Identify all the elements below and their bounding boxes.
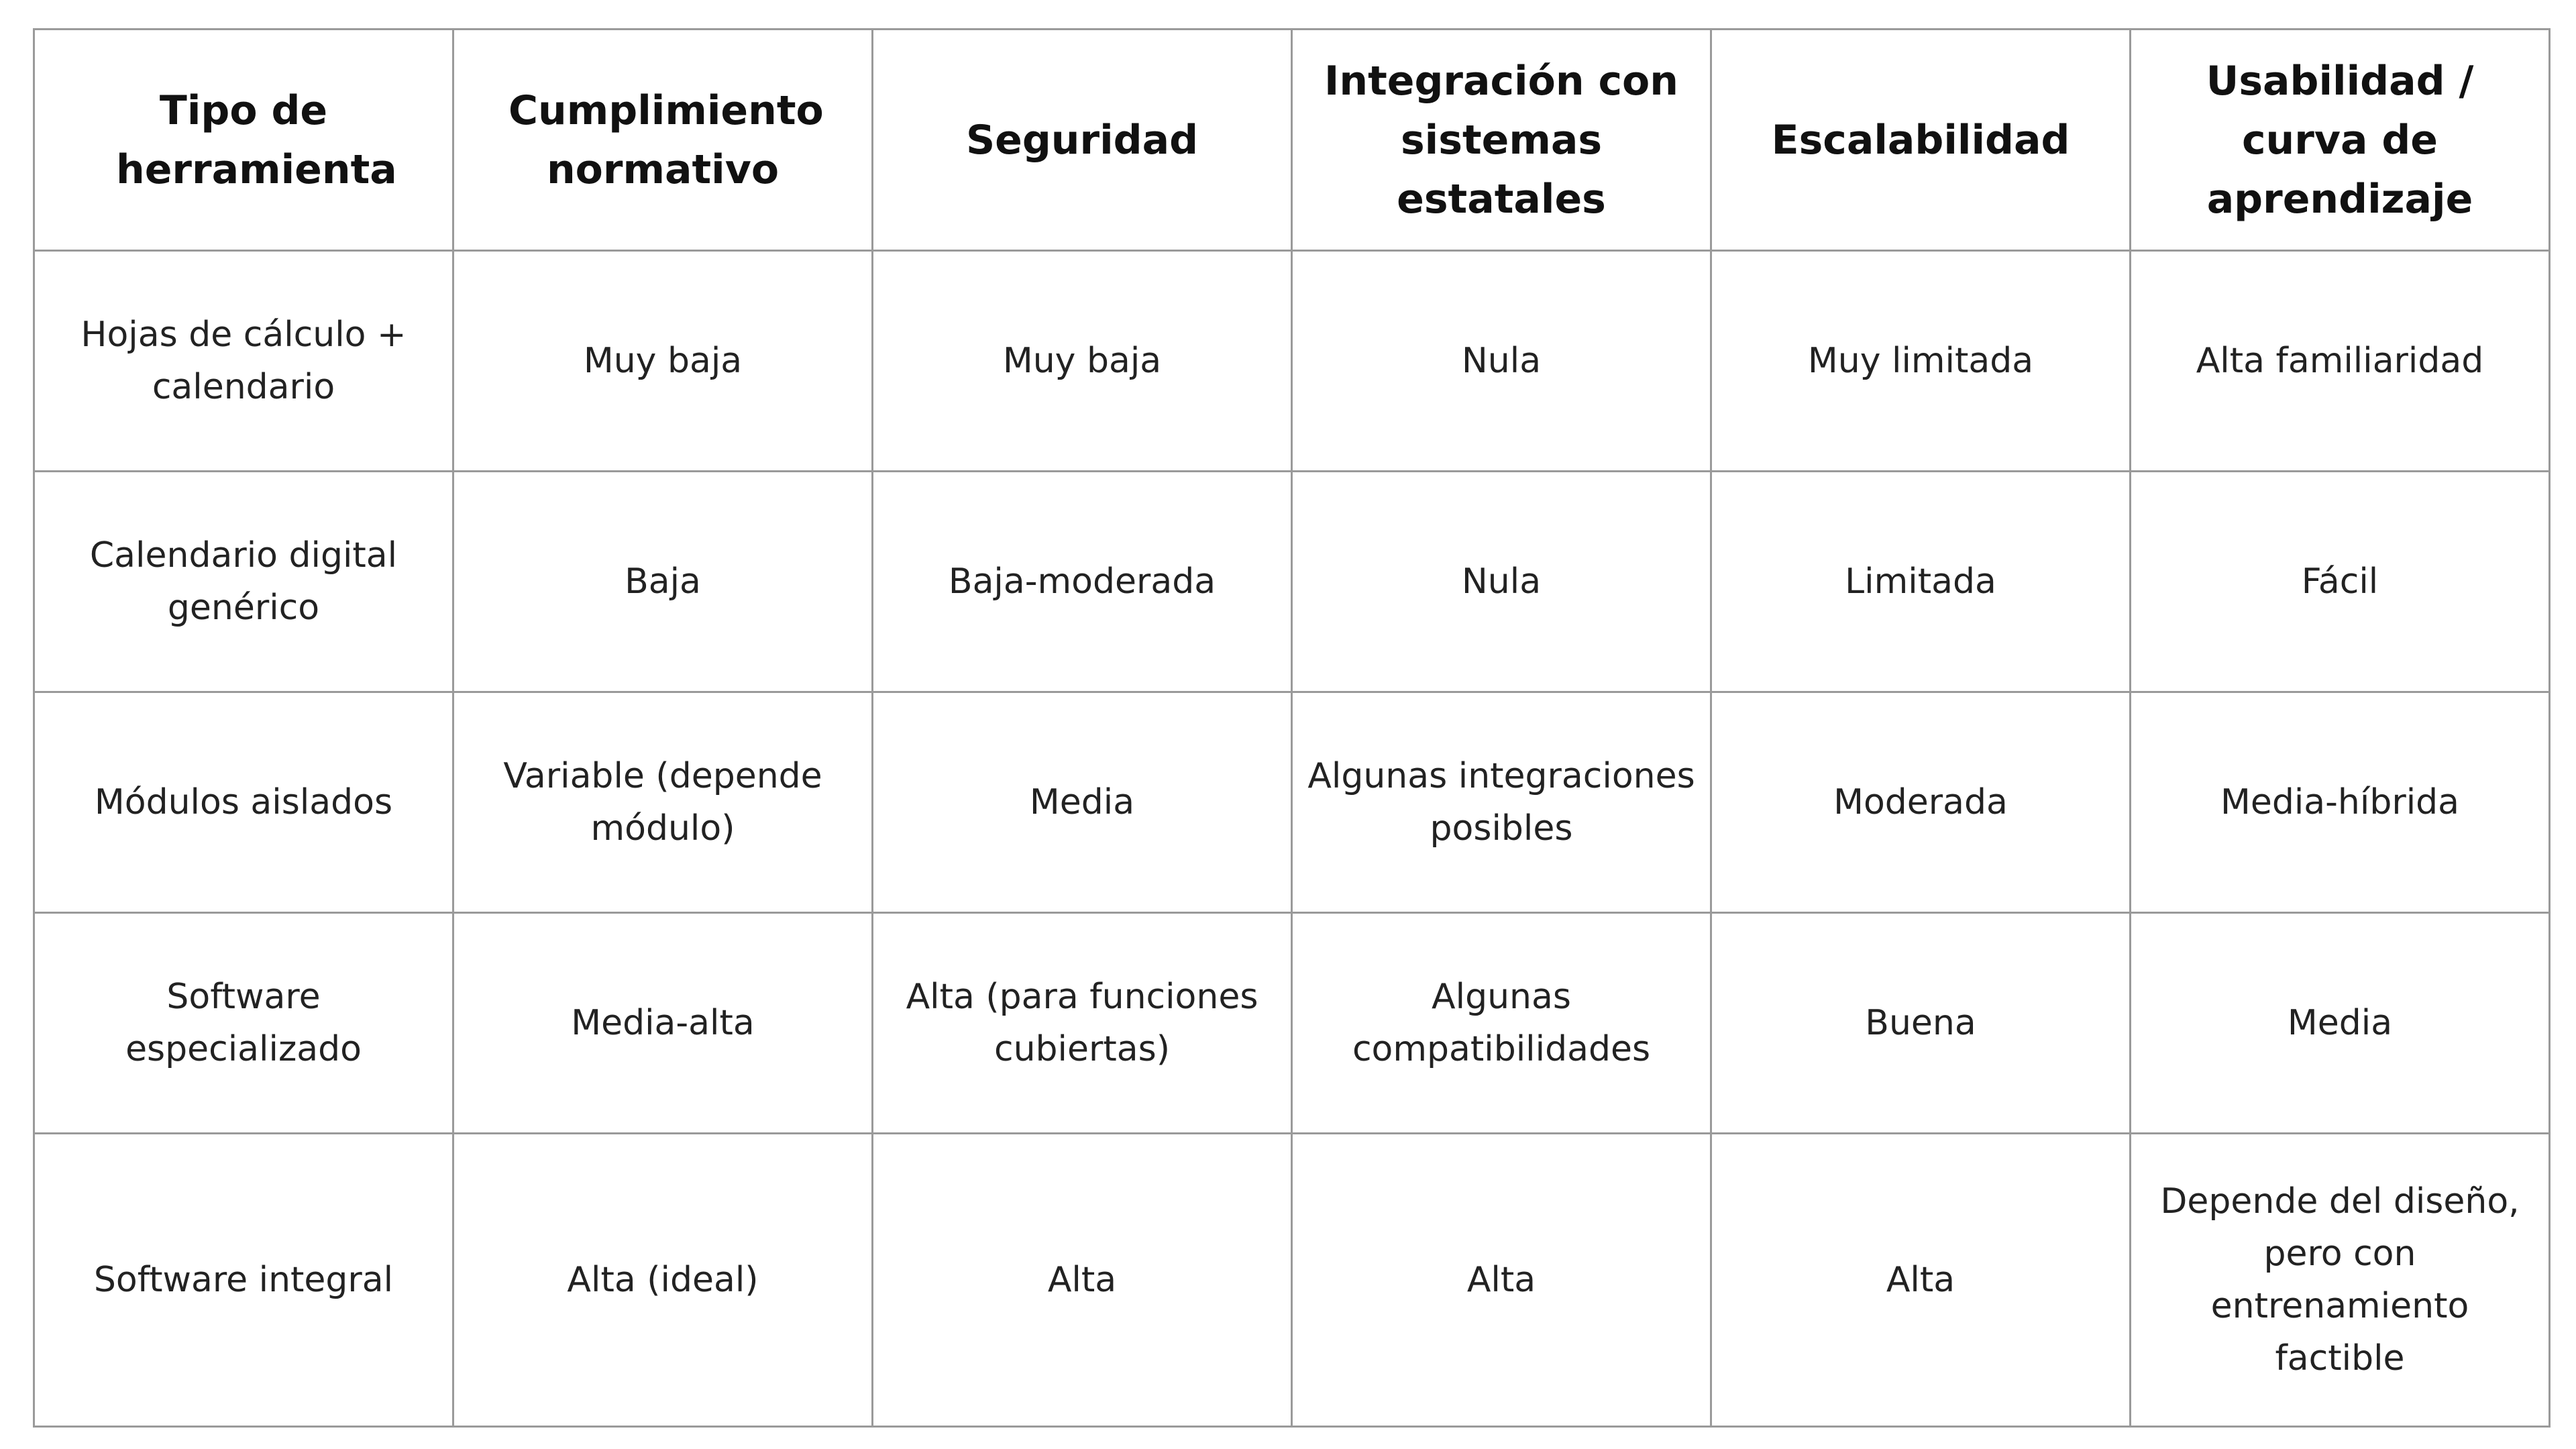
table-cell: Media [873, 692, 1292, 913]
header-tipo-herramienta: Tipo de herramienta [34, 30, 453, 251]
header-cumplimiento-normativo: Cumplimiento normativo [453, 30, 873, 251]
table-cell: Depende del diseño, pero con entrenamiento factible [2131, 1134, 2550, 1427]
table-cell: Software especializado [34, 913, 453, 1134]
table-row [34, 913, 2550, 1134]
table-cell: Módulos aislados [34, 692, 453, 913]
table-cell: Alta [1711, 1134, 2131, 1427]
table-cell: Nula [1292, 251, 1711, 472]
header-integracion-sistemas: Integración con sistemas estatales [1292, 30, 1711, 251]
table-row [34, 472, 2550, 692]
header-seguridad: Seguridad [873, 30, 1292, 251]
table-cell: Muy baja [453, 251, 873, 472]
table-row [34, 251, 2550, 472]
table-cell: Alta [873, 1134, 1292, 1427]
table-cell: Alta (para funciones cubiertas) [873, 913, 1292, 1134]
table-cell: Fácil [2131, 472, 2550, 692]
table-cell: Moderada [1711, 692, 2131, 913]
table-cell: Calendario digital genérico [34, 472, 453, 692]
table-cell: Media-alta [453, 913, 873, 1134]
table-cell: Hojas de cálculo + calendario [34, 251, 453, 472]
table-row [34, 692, 2550, 913]
table-cell: Baja [453, 472, 873, 692]
table-cell: Algunas integraciones posibles [1292, 692, 1711, 913]
comparison-table-container [33, 28, 2550, 1428]
table-cell: Variable (depende módulo) [453, 692, 873, 913]
table-cell: Media [2131, 913, 2550, 1134]
table-cell: Algunas compatibilidades [1292, 913, 1711, 1134]
table-row [34, 1134, 2550, 1427]
table-cell: Alta familiaridad [2131, 251, 2550, 472]
table-cell: Buena [1711, 913, 2131, 1134]
table-cell: Muy limitada [1711, 251, 2131, 472]
table-cell: Media-híbrida [2131, 692, 2550, 913]
table-cell: Alta [1292, 1134, 1711, 1427]
table-cell: Limitada [1711, 472, 2131, 692]
table-cell: Muy baja [873, 251, 1292, 472]
table-cell: Software integral [34, 1134, 453, 1427]
table-cell: Nula [1292, 472, 1711, 692]
table-cell: Alta (ideal) [453, 1134, 873, 1427]
header-escalabilidad: Escalabilidad [1711, 30, 2131, 251]
table-cell: Baja-moderada [873, 472, 1292, 692]
table-header-row [34, 30, 2550, 251]
header-usabilidad: Usabilidad / curva de aprendizaje [2131, 30, 2550, 251]
comparison-table [33, 28, 2551, 1428]
